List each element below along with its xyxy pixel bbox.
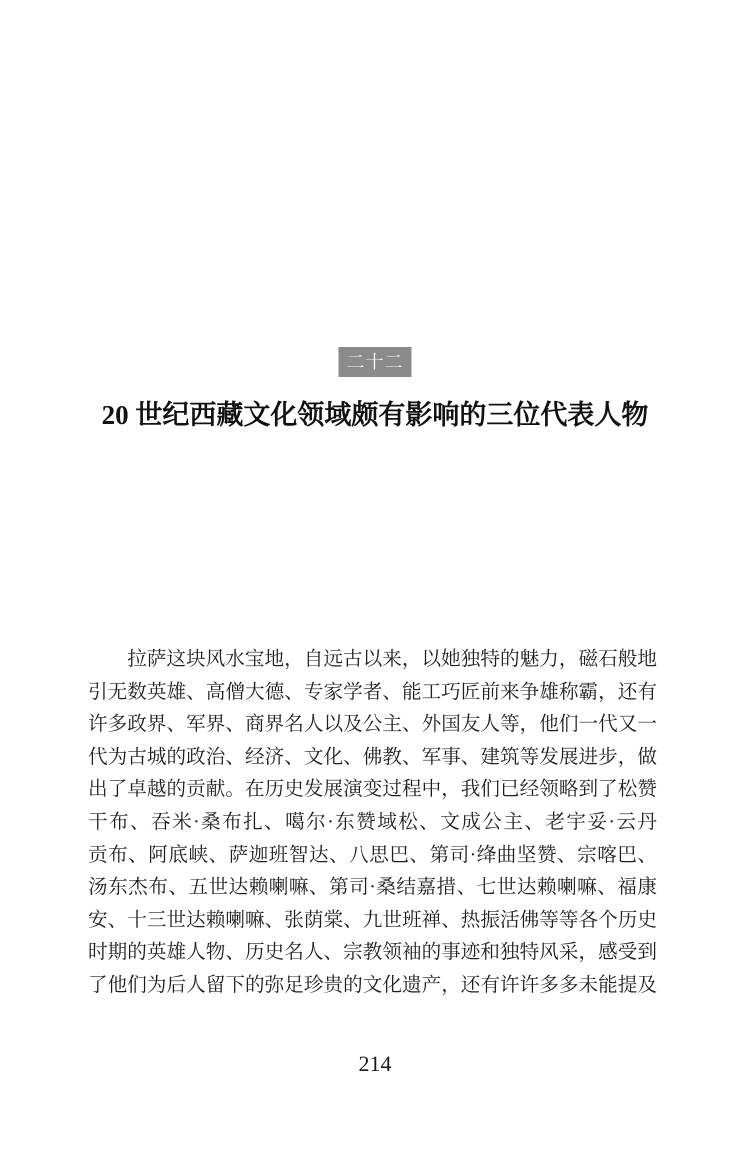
page-number: 214 [358,1051,392,1076]
paragraph-line: 拉萨这块风水宝地，自远古以来，以她独特的魅力，磁石般地 [127,649,657,670]
paragraph-line: 安、十三世达赖喇嘛、张荫棠、九世班禅、热振活佛等等各个历史 [88,909,657,931]
paragraph-line: 代为古城的政治、经济、文化、佛教、军事、建筑等发展进步，做 [88,746,657,768]
paragraph-line: 出了卓越的贡献。在历史发展演变过程中，我们已经领略到了松赞 [88,779,657,801]
paragraph-line: 干布、吞米·桑布扎、噶尔·东赞域松、文成公主、老宇妥·云丹 [88,811,657,833]
paragraph-line: 时期的英雄人物、历史名人、宗教领袖的事迹和独特风采，感受到 [88,942,657,964]
paragraph-line: 贡布、阿底峡、萨迦班智达、八思巴、第司·绛曲坚赞、宗喀巴、 [88,844,657,866]
paragraph-line: 汤东杰布、五世达赖喇嘛、第司·桑结嘉措、七世达赖喇嘛、福康 [88,877,657,899]
chapter-title: 20 世纪西藏文化领域颇有影响的三位代表人物 [101,400,649,430]
paragraph-line: 引无数英雄、高僧大德、专家学者、能工巧匠前来争雄称霸，还有 [88,681,657,703]
chapter-number-badge: 二十二 [339,347,412,377]
paragraph-line: 了他们为后人留下的弥足珍贵的文化遗产，还有许许多多未能提及 [88,974,657,996]
paragraph-line: 许多政界、军界、商界名人以及公主、外国友人等，他们一代又一 [88,714,657,736]
chapter-paragraph [88,644,657,1003]
